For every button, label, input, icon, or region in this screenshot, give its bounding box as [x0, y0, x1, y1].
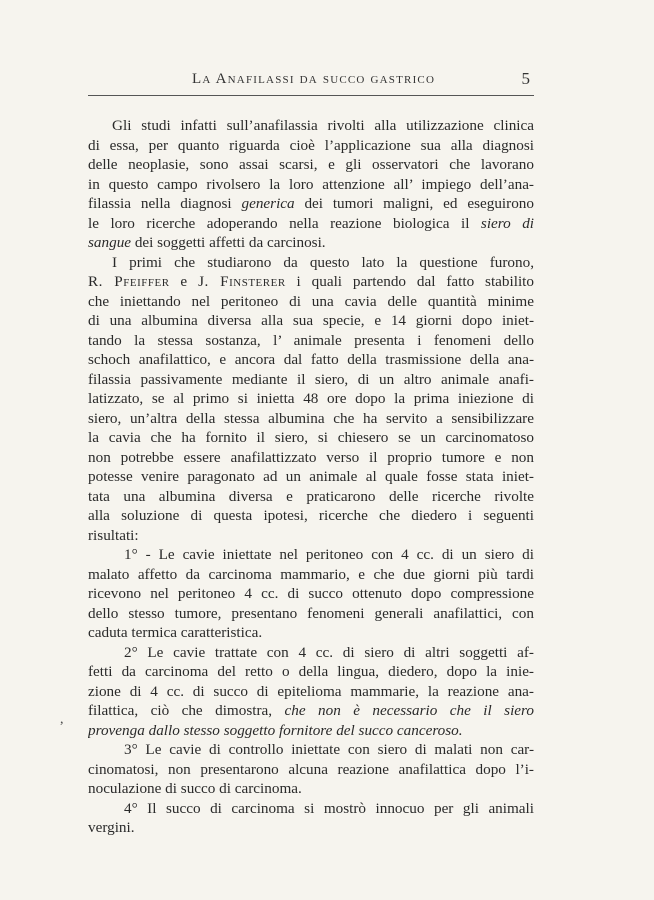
text-segment: le loro ricerche adoperando nella reazione biologica il	[88, 214, 481, 232]
text-line: Gli studi infatti sull’anafilassia rivolti alla utilizzazione clinica	[112, 117, 534, 134]
text-line: zione di 4 cc. di succo di epitelioma mammarie, la reazione ana-	[88, 682, 534, 700]
text-line: 1° - Le cavie iniettate nel peritoneo con 4 cc. di un siero di	[124, 546, 534, 563]
text-line: malato affetto da carcinoma mammario, e che due giorni più tardi	[88, 565, 534, 583]
text-line	[88, 214, 534, 234]
text-segment: dei tumori maligni, ed eseguirono	[294, 195, 534, 212]
body-text	[88, 116, 534, 838]
margin-mark: ,	[60, 712, 64, 727]
text-line: potesse venire paragonato ad un animale al quale fosse stata iniet-	[88, 468, 534, 485]
text-line: che iniettando nel peritoneo di una cavia delle quantità minime	[88, 292, 534, 310]
text-line: 2° Le cavie trattate con 4 cc. di siero di altri soggetti af-	[124, 643, 534, 661]
header-rule	[88, 95, 534, 96]
text-line: risultati:	[88, 526, 139, 544]
running-header	[88, 66, 534, 92]
text-line: caduta termica caratteristica.	[88, 624, 263, 641]
text-line	[88, 701, 534, 721]
text-line: vergini.	[88, 819, 135, 836]
text-segment: e	[169, 273, 199, 290]
text-line: alla soluzione di questa ipotesi, ricerche che diedero i seguenti	[88, 507, 534, 524]
text-line: 3° Le cavie di controllo iniettate con siero di malati non car-	[124, 741, 534, 758]
text-segment: i quali partendo dal fatto stabilito	[285, 273, 534, 290]
text-line: tata una albumina diversa e praticarono delle ricerche rivolte	[88, 487, 534, 505]
author-name: J. Finsterer	[198, 273, 286, 290]
text-line: schoch anafilattico, e ancora dal fatto della trasmissione della ana-	[88, 351, 534, 368]
text-line: 4° Il succo di carcinoma si mostrò innocuo per gli animali	[124, 799, 534, 817]
text-line: fetti da carcinoma del retto o della lingua, diedero, dopo la inie-	[88, 663, 534, 680]
text-line	[88, 194, 534, 214]
text-line: filassia passivamente mediante il siero, di un altro animale anafi-	[88, 370, 534, 388]
text-line: in questo campo rivolsero la loro attenzione all’ impiego dell’ana-	[88, 175, 534, 193]
italic-emphasis: provenga dallo stesso soggetto fornitore del succo canceroso.	[88, 721, 463, 739]
text-line: cinomatosi, non presentarono alcuna reazione anafilattica dopo l’i-	[88, 760, 534, 778]
text-line: ricevono nel peritoneo 4 cc. di succo ottenuto dopo compressione	[88, 585, 534, 602]
text-segment: dei soggetti affetti da carcinosi.	[131, 234, 326, 251]
text-line: di essa, per quanto riguarda cioè l’applicazione sua alla diagnosi	[88, 136, 534, 154]
text-segment: filattica, ciò che dimostra,	[88, 702, 285, 719]
text-line: latizzato, se al primo si inietta 48 ore dopo la prima iniezione di	[88, 390, 534, 407]
text-line: di una albumina diversa alla sua specie, e 14 giorni dopo iniet-	[88, 312, 534, 329]
italic-emphasis: generica	[241, 195, 295, 212]
text-line: siero, un’altra della stessa albumina che ha servito a sensibilizzare	[88, 409, 534, 427]
italic-emphasis: siero di	[480, 214, 534, 232]
text-line: delle neoplasie, sono assai scarsi, e gli osservatori che lavorano	[88, 156, 534, 173]
text-segment: filassia nella diagnosi	[88, 195, 242, 212]
page-number: 5	[521, 69, 530, 88]
text-line	[88, 233, 534, 253]
running-title: La Anafilassi da succo gastrico	[192, 71, 436, 87]
text-line	[88, 721, 534, 741]
text-line: la cavia che ha fornito il siero, si chiesero se un carcinomatoso	[88, 429, 534, 446]
text-line: I primi che studiarono da questo lato la questione furono,	[112, 253, 534, 271]
italic-emphasis: sangue	[88, 234, 132, 251]
italic-emphasis: che non è necessario che il siero	[284, 702, 534, 719]
author-name: R. Pfeiffer	[88, 273, 170, 290]
text-line: non potrebbe essere anafilattizzato verso il proprio tumore e non	[88, 448, 534, 466]
text-line: tando la stessa sostanza, l’ animale presenta i fenomeni dello	[88, 331, 534, 349]
text-line	[88, 272, 534, 292]
text-line: noculazione di succo di carcinoma.	[88, 780, 302, 797]
text-line: dello stesso tumore, presentano fenomeni generali anafilattici, con	[88, 604, 534, 622]
